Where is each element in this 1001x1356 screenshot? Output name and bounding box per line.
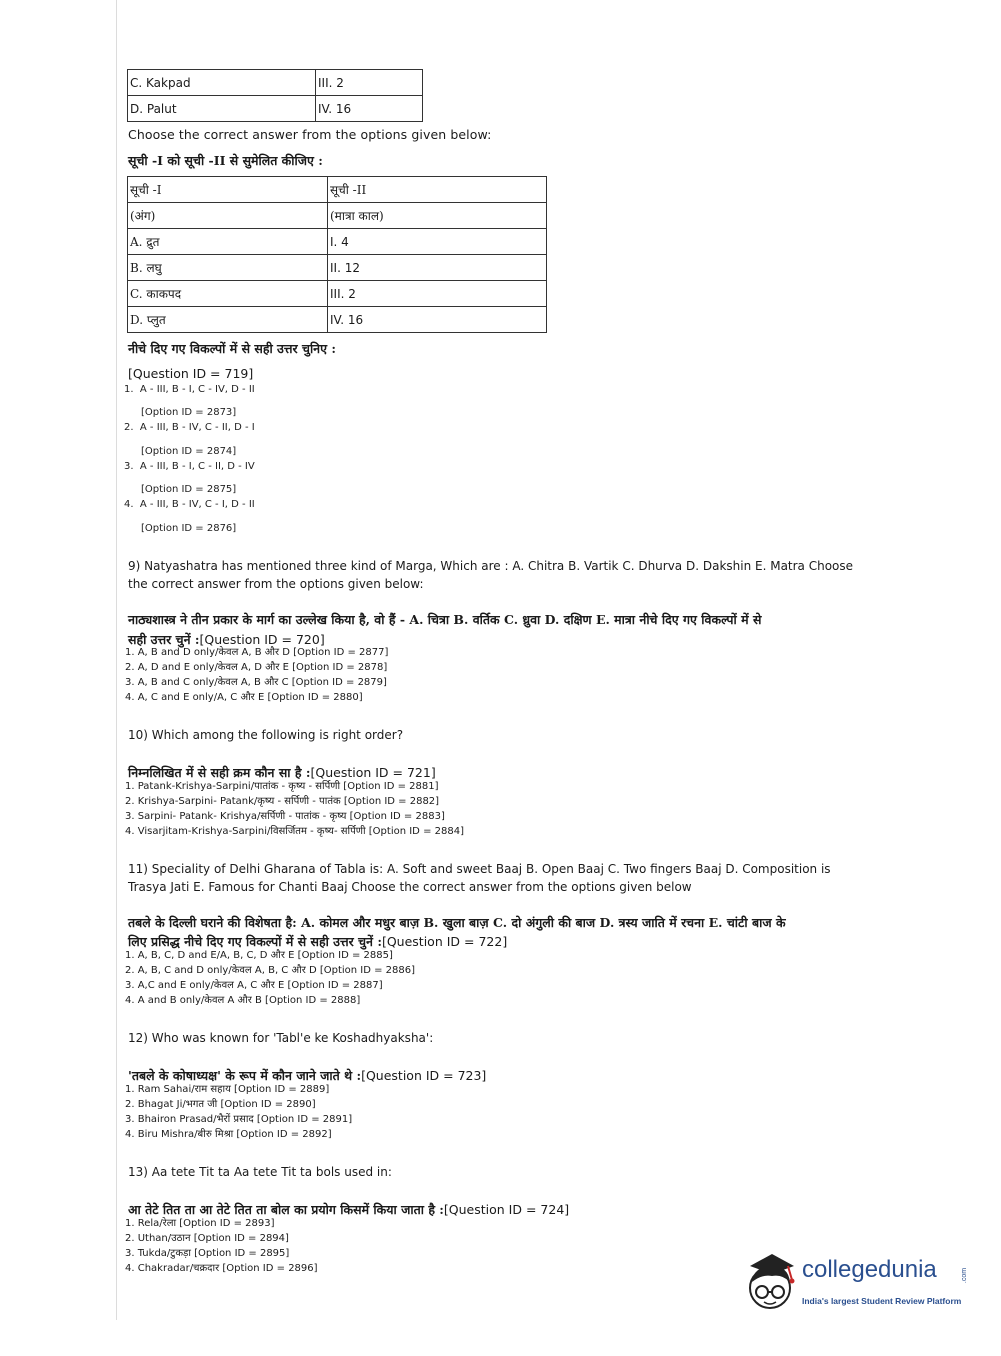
option-item[interactable]: 4. Visarjitam-Krishya-Sarpini/विसर्जितम - कृष्य- सर्पिणी [Option ID = 2884] [125, 826, 464, 837]
brand-tagline: India's largest Student Review Platform [802, 1296, 962, 1306]
q8-choose-en: Choose the correct answer from the options given below: [128, 127, 492, 142]
table-cell: II. 12 [328, 255, 547, 281]
option-id: [Option ID = 2875] [141, 484, 237, 495]
option-item[interactable]: 3. A, B and C only/केवल A, B और C [Option ID = 2879] [125, 677, 387, 688]
option-item[interactable] [124, 461, 255, 472]
q13-text-en: 13) Aa tete Tit ta Aa tete Tit ta bols used in: [128, 1165, 392, 1179]
option-item[interactable]: 2. A, B, C and D only/केवल A, B, C और D [Option ID = 2886] [125, 965, 416, 976]
table-cell: सूची -II [328, 177, 547, 203]
option-item[interactable]: 3. Sarpini- Patank- Krishya/सर्पिणी - पातांक - कृष्य [Option ID = 2883] [125, 811, 445, 822]
q11-text-en-2: Trasya Jati E. Famous for Chanti Baaj Choose the correct answer from the options given below [128, 880, 692, 894]
table-row [128, 70, 423, 96]
mascot-icon [742, 1252, 802, 1314]
option-item[interactable]: 1. A, B and D only/केवल A, B और D [Option ID = 2877] [125, 647, 389, 658]
table-cell: IV. 16 [328, 307, 547, 333]
table-cell: C. Kakpad [128, 70, 316, 96]
q10-question-id: [Question ID = 721] [310, 765, 436, 780]
option-item[interactable]: 2. Bhagat Ji/भगत जी [Option ID = 2890] [125, 1099, 316, 1110]
table-row [128, 255, 547, 281]
option-item[interactable]: 3. Bhairon Prasad/भैरों प्रसाद [Option ID = 2891] [125, 1114, 353, 1125]
match-table-hi [127, 176, 547, 333]
q13-options [125, 1216, 318, 1276]
option-item[interactable]: 1. A, B, C, D and E/A, B, C, D और E [Option ID = 2885] [125, 950, 393, 961]
table-cell: D. प्लुत [128, 307, 328, 333]
q12-options [125, 1082, 352, 1142]
margin-line [116, 0, 117, 1320]
q12-text-hi: 'तबले के कोषाध्यक्ष' के रूप में कौन जाने जाते थे : [128, 1068, 362, 1083]
table-cell: (अंग) [128, 203, 328, 229]
q9-options [125, 645, 388, 705]
option-item[interactable]: 4. A, C and E only/A, C और E [Option ID = 2880] [125, 692, 363, 703]
option-item[interactable]: 4. A and B only/केवल A और B [Option ID = 2888] [125, 995, 361, 1006]
brand-mark: .com [961, 1267, 969, 1284]
table-cell: III. 2 [328, 281, 547, 307]
option-number: 1. [124, 384, 134, 395]
q11-text-hi-1: तबले के दिल्ली घराने की विशेषता है: A. कोमल और मधुर बाज़ B. खुला बाज़ C. दो अंगुली की बाज D. त्रस्य जाति में रचना E. चांटी बाज के [128, 915, 786, 930]
option-text: A - III, B - I, C - II, D - IV [139, 461, 255, 472]
q8-question-id: [Question ID = 719] [128, 366, 254, 381]
match-table-en [127, 69, 423, 122]
q9-question-id: [Question ID = 720] [199, 632, 325, 647]
option-number: 2. [124, 422, 134, 433]
table-cell: I. 4 [328, 229, 547, 255]
table-cell: (मात्रा काल) [328, 203, 547, 229]
table-cell: D. Palut [128, 96, 316, 122]
option-id: [Option ID = 2874] [141, 446, 237, 457]
option-item[interactable]: 4. Chakradar/चक्रदार [Option ID = 2896] [125, 1263, 318, 1274]
q10-options [125, 779, 464, 839]
q12-question-id: [Question ID = 723] [361, 1068, 487, 1083]
table-cell: III. 2 [316, 70, 423, 96]
table-cell: C. काकपद [128, 281, 328, 307]
option-item[interactable]: 2. Krishya-Sarpini- Patank/कृष्य - सर्पिणी - पातंक [Option ID = 2882] [125, 796, 440, 807]
table-cell: सूची -I [128, 177, 328, 203]
q9-text-en-2: the correct answer from the options given below: [128, 577, 424, 591]
table-row [128, 96, 423, 122]
q12-text-en: 12) Who was known for 'Tabl'e ke Koshadhyaksha': [128, 1031, 434, 1045]
option-number: 3. [124, 461, 134, 472]
option-item[interactable]: 3. A,C and E only/केवल A, C और E [Option ID = 2887] [125, 980, 383, 991]
table-cell: IV. 16 [316, 96, 423, 122]
option-item[interactable]: 2. A, D and E only/केवल A, D और E [Option ID = 2878] [125, 662, 388, 673]
table-row [128, 229, 547, 255]
q8-choose-hi: नीचे दिए गए विकल्पों में से सही उत्तर चुनिए : [128, 341, 336, 356]
q9-text-hi-2: सही उत्तर चुनें : [128, 632, 200, 647]
option-item[interactable]: 1. Rela/रेला [Option ID = 2893] [125, 1218, 275, 1229]
q11-text-hi-2: लिए प्रसिद्ध नीचे दिए गए विकल्पों में से सही उत्तर चुनें : [128, 934, 382, 949]
option-item[interactable] [124, 384, 255, 395]
q10-text-en: 10) Which among the following is right order? [128, 728, 404, 742]
q13-text-hi: आ तेटे तित ता आ तेटे तित ता बोल का प्रयोग किसमें किया जाता है : [128, 1202, 444, 1217]
option-text: A - III, B - IV, C - I, D - II [139, 499, 255, 510]
q13-question-id: [Question ID = 724] [443, 1202, 570, 1217]
option-id: [Option ID = 2873] [141, 407, 237, 418]
q8-instruction-hi: सूची -I को सूची -II से सुमेलित कीजिए : [128, 153, 323, 168]
q10-text-hi: निम्नलिखित में से सही क्रम कौन सा है : [128, 765, 311, 780]
option-item[interactable]: 4. Biru Mishra/बीरु मिश्रा [Option ID = 2892] [125, 1129, 332, 1140]
option-text: A - III, B - I, C - IV, D - II [139, 384, 255, 395]
table-cell: B. लघु [128, 255, 328, 281]
option-item[interactable]: 1. Patank-Krishya-Sarpini/पातांक - कृष्य - सर्पिणी [Option ID = 2881] [125, 781, 439, 792]
option-item[interactable]: 2. Uthan/उठान [Option ID = 2894] [125, 1233, 289, 1244]
q9-text-en-1: 9) Natyashatra has mentioned three kind of Marga, Which are : A. Chitra B. Vartik C. Dhurva D. Dakshin E. Matra Choose [128, 559, 854, 573]
table-cell: A. द्रुत [128, 229, 328, 255]
table-row [128, 281, 547, 307]
q11-text-en-1: 11) Speciality of Delhi Gharana of Tabla is: A. Soft and sweet Baaj B. Open Baaj C. Two fingers Baaj D. Composition is [128, 862, 831, 876]
option-number: 4. [124, 499, 134, 510]
option-item[interactable] [124, 499, 255, 510]
option-item[interactable]: 1. Ram Sahai/राम सहाय [Option ID = 2889] [125, 1084, 330, 1095]
table-row [128, 177, 547, 203]
q11-question-id: [Question ID = 722] [381, 934, 508, 949]
q9-text-hi-1: नाठ्यशास्त्र ने तीन प्रकार के मार्ग का उल्लेख किया है, वो हैं - A. चित्रा B. वर्तिक C. ध्रुवा D. दक्षिण E. मात्रा नीचे दिए गए विकल्पों में से [128, 612, 762, 627]
option-item[interactable]: 3. Tukda/टुकड़ा [Option ID = 2895] [125, 1248, 290, 1259]
q11-options [125, 948, 415, 1008]
option-text: A - III, B - IV, C - II, D - I [139, 422, 255, 433]
table-row [128, 203, 547, 229]
collegedunia-logo[interactable] [742, 1250, 972, 1316]
table-row [128, 307, 547, 333]
option-id: [Option ID = 2876] [141, 523, 237, 534]
option-item[interactable] [124, 422, 255, 433]
brand-name: collegedunia [802, 1256, 937, 1283]
